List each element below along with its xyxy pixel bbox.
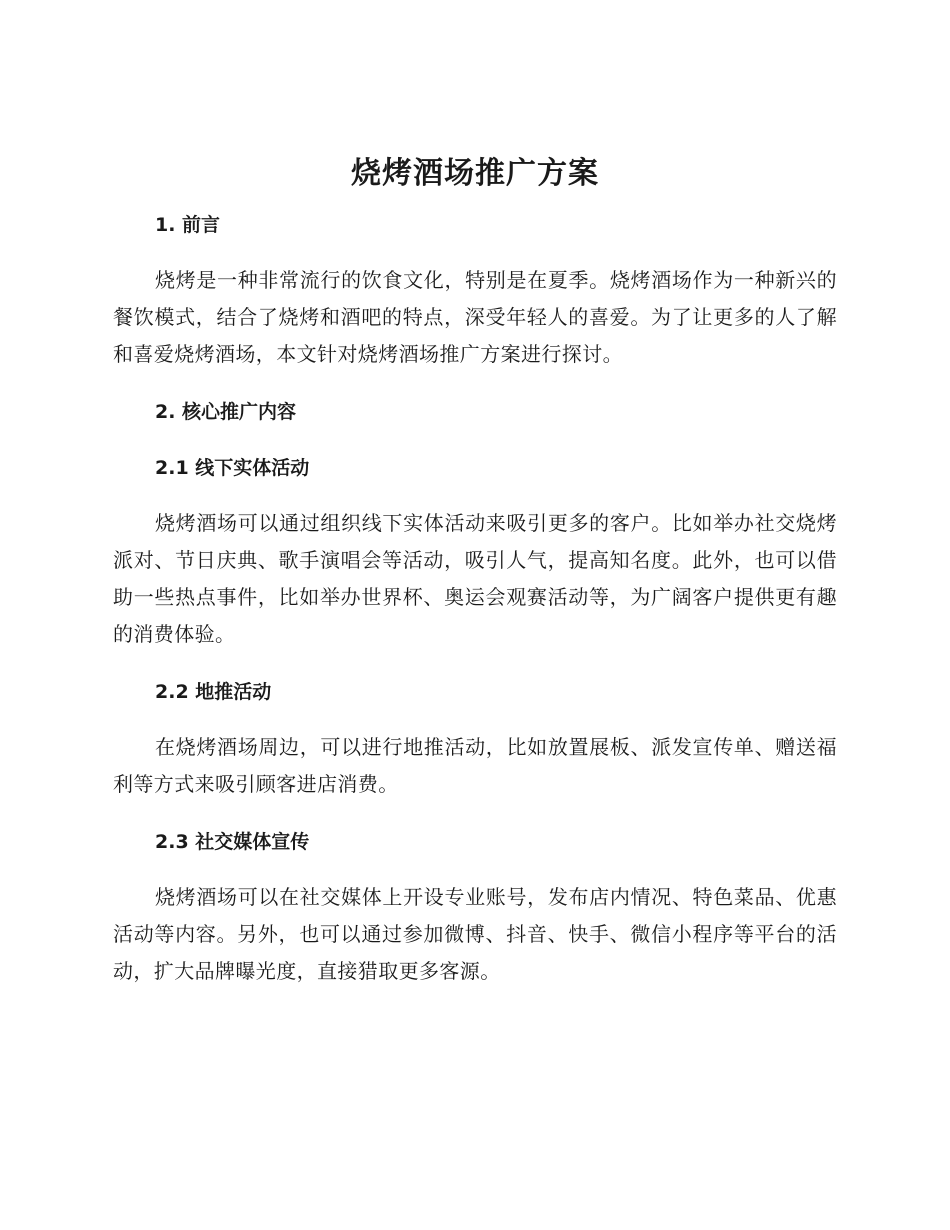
spacer [113,242,837,262]
spacer [113,200,837,208]
spacer [113,429,837,451]
section-heading-core: 2. 核心推广内容 [155,401,297,423]
document-body [113,148,837,990]
section-heading-street: 2.2 地推活动 [155,681,272,703]
spacer [113,709,837,729]
document-title: 烧烤酒场推广方案 [351,156,599,191]
section-paragraph-street: 在烧烤酒场周边，可以进行地推活动，比如放置展板、派发宣传单、赠送福利等方式来吸引顾客进店消费。 [113,735,837,796]
section-heading-social: 2.3 社交媒体宣传 [155,831,310,853]
spacer [113,859,837,879]
spacer [113,803,837,825]
section-paragraph-offline: 烧烤酒场可以通过组织线下实体活动来吸引更多的客户。比如举办社交烧烤派对、节日庆典、歌手演唱会等活动，吸引人气，提高知名度。此外，也可以借助一些热点事件，比如举办世界杯、奥运会观赛活动等，为广阔客户提供更有趣的消费体验。 [113,511,837,646]
section-paragraph-intro: 烧烤是一种非常流行的饮食文化，特别是在夏季。烧烤酒场作为一种新兴的餐饮模式，结合了烧烤和酒吧的特点，深受年轻人的喜爱。为了让更多的人了解和喜爱烧烤酒场，本文针对烧烤酒场推广方案进行探讨。 [113,268,837,366]
section-paragraph-social: 烧烤酒场可以在社交媒体上开设专业账号，发布店内情况、特色菜品、优惠活动等内容。另外，也可以通过参加微博、抖音、快手、微信小程序等平台的活动，扩大品牌曝光度，直接猎取更多客源。 [113,885,837,983]
spacer [113,373,837,395]
spacer [113,653,837,675]
section-heading-intro: 1. 前言 [155,214,221,236]
spacer [113,485,837,505]
section-heading-offline: 2.1 线下实体活动 [155,457,310,479]
